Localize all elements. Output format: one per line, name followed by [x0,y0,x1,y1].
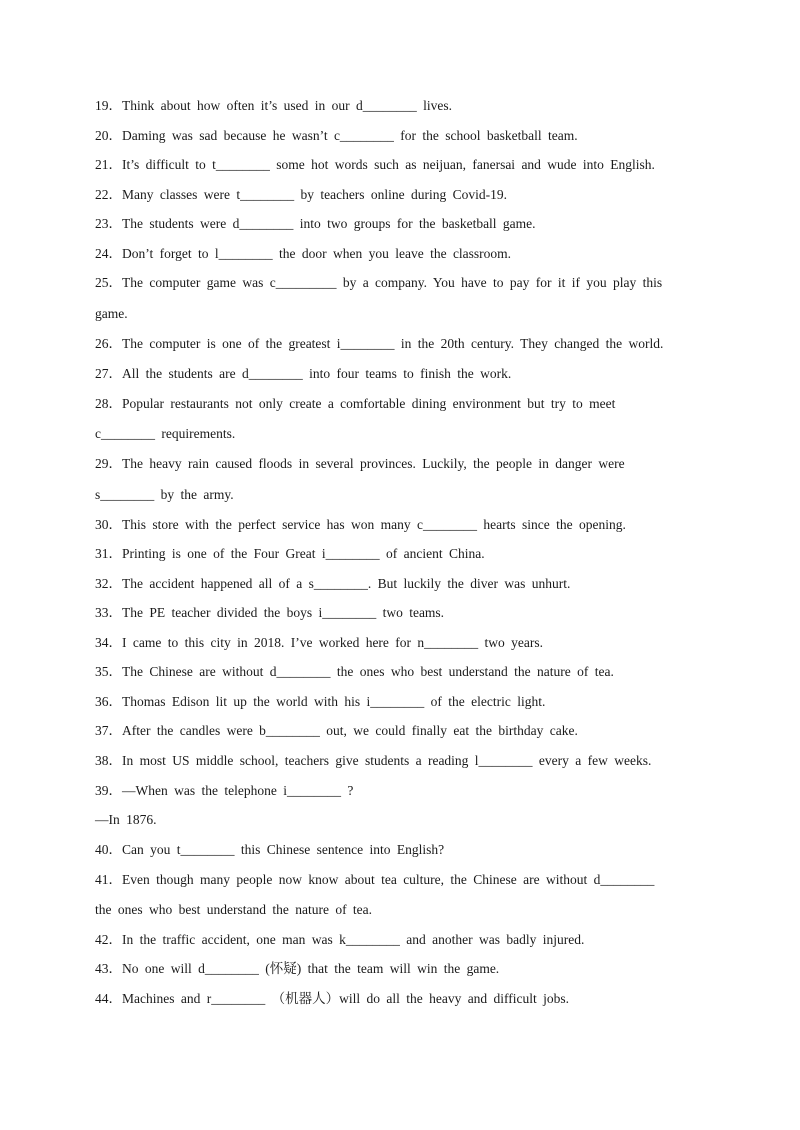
question-line: 32．The accident happened all of a s________. But luckily the diver was unhurt. [95,576,571,591]
question-line: 42．In the traffic accident, one man was k________ and another was badly injured. [95,932,585,947]
question-line: 31．Printing is one of the Four Great i________ of ancient China. [95,546,485,561]
question-line: 30．This store with the perfect service has won many c________ hearts since the opening. [95,517,626,532]
question-line: 22．Many classes were t________ by teachers online during Covid-19. [95,187,508,202]
question-line: 34．I came to this city in 2018. I’ve worked here for n________ two years. [95,635,544,650]
question-line-continuation: the ones who best understand the nature of tea. [95,902,373,917]
question-line: 35．The Chinese are without d________ the ones who best understand the nature of tea. [95,664,614,679]
question-line-continuation: c________ requirements. [95,426,236,441]
question-line: 36．Thomas Edison lit up the world with his i________ of the electric light. [95,694,546,709]
question-line-continuation: s________ by the army. [95,487,234,502]
question-line-continuation: game. [95,306,128,321]
question-line: 23．The students were d________ into two groups for the basketball game. [95,216,536,231]
question-line: 44．Machines and r________ （机器人）will do all the heavy and difficult jobs. [95,991,570,1006]
question-line: 19．Think about how often it’s used in our d________ lives. [95,98,452,113]
question-line: 24．Don’t forget to l________ the door when you leave the classroom. [95,246,512,261]
question-line: 40．Can you t________ this Chinese sentence into English? [95,842,445,857]
question-line: 38．In most US middle school, teachers give students a reading l________ every a few weeks. [95,753,652,768]
question-line: 33．The PE teacher divided the boys i________ two teams. [95,605,445,620]
question-line: 43．No one will d________ (怀疑) that the team will win the game. [95,961,500,976]
question-line: 21．It’s difficult to t________ some hot words such as neijuan, fanersai and wude into English. [95,157,655,172]
question-line: 29．The heavy rain caused floods in several provinces. Luckily, the people in danger were [95,456,625,471]
question-line: 26．The computer is one of the greatest i________ in the 20th century. They changed the world. [95,336,664,351]
question-line: 37．After the candles were b________ out, we could finally eat the birthday cake. [95,723,578,738]
question-line: 25．The computer game was c_________ by a company. You have to pay for it if you play this [95,275,663,290]
question-line: 28．Popular restaurants not only create a comfortable dining environment but try to meet [95,396,616,411]
answer-line: —In 1876. [95,812,157,827]
question-line: 41．Even though many people now know about tea culture, the Chinese are without d________ [95,872,655,887]
question-line: 27．All the students are d________ into four teams to finish the work. [95,366,512,381]
question-line: 39．—When was the telephone i________ ? [95,783,354,798]
question-line: 20．Daming was sad because he wasn’t c________ for the school basketball team. [95,128,578,143]
